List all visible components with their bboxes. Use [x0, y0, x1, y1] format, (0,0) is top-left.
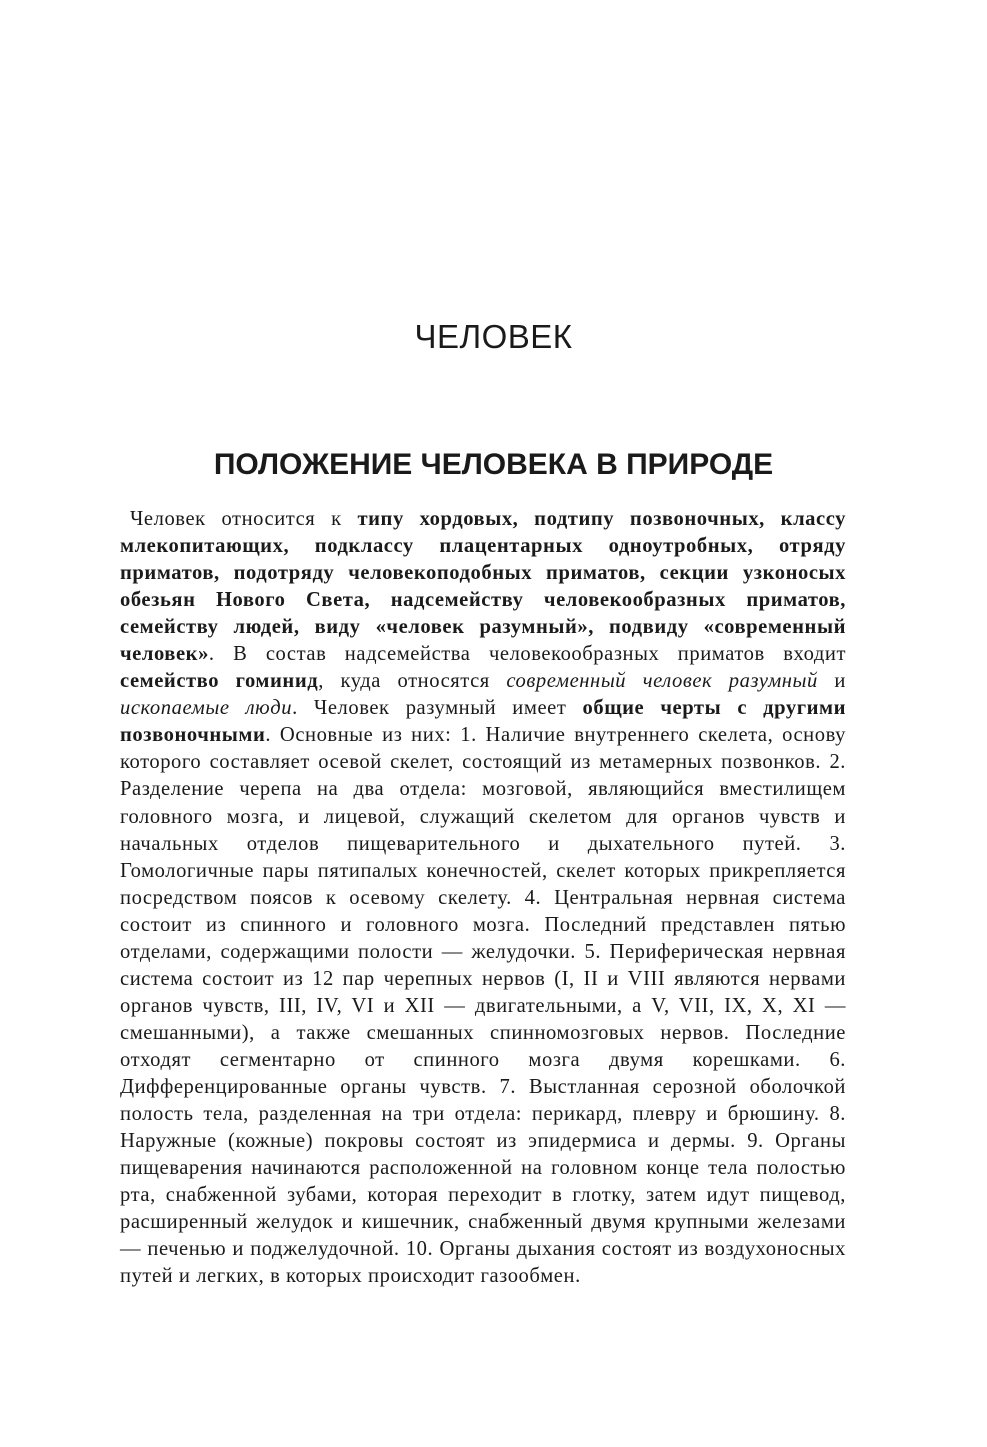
text-run: . Человек разумный имеет: [292, 697, 583, 720]
bold-text-run: типу хордовых, подтипу позвоночных, классу млекопитающих, подклассу плацентарных одноутробных, отряду приматов, подотряду человекоподобных приматов, секции узконосых обезьян Нового Света, надсемейству человекообразных приматов, семейству людей, виду «человек разумный», подвиду «современный человек»: [120, 508, 846, 666]
italic-text-run: ископаемые люди: [120, 697, 293, 720]
text-run: . В состав надсемейства человекообразных приматов входит: [208, 643, 846, 666]
body-paragraph: [120, 506, 846, 1290]
text-run: и: [817, 670, 846, 693]
bold-text-run: семейство гоминид: [120, 670, 319, 693]
text-run: . Основные из них: 1. Наличие внутреннего скелета, основу которого составляет осевой скелет, состоящий из метамерных позвонков. 2. Разделение черепа на два отдела: мозговой, являющийся вместилищем головного мозга, и лицевой, служащий скелетом для органов чувств и начальных отделов пищеварительного и дыхательного путей. 3. Гомологичные пары пятипалых конечностей, скелет которых прикрепляется посредством поясов к осевому скелету. 4. Центральная нервная система состоит из спинного и головного мозга. Последний представлен пятью отделами, содержащими полости — желудочки. 5. Периферическая нервная система состоит из 12 пар черепных нервов (I, II и VIII являются нервами органов чувств, III, IV, VI и XII — двигательными, а V, VII, IX, X, XI — смешанными), а также смешанных спинномозговых нервов. Последние отходят сегментарно от спинного мозга двумя корешками. 6. Дифференцированные органы чувств. 7. Выстланная серозной оболочкой полость тела, разделенная на три отдела: перикард, плевру и брюшину. 8. Наружные (кожные) покровы состоят из эпидермиса и дермы. 9. Органы пищеварения начинаются расположенной на головном конце тела полостью рта, снабженной зубами, которая переходит в глотку, затем идут пищевод, расширенный желудок и кишечник, снабженный двумя крупными железами — печенью и поджелудочной. 10. Органы дыхания состоят из воздухоносных путей и легких, в которых происходит газообмен.: [120, 724, 846, 1288]
text-run: , куда относятся: [318, 670, 507, 693]
text-run: Человек относится к: [130, 508, 358, 530]
section-title: ПОЛОЖЕНИЕ ЧЕЛОВЕКА В ПРИРОДЕ: [213, 448, 774, 481]
bold-text-run: общие черты с другими позвоночными: [120, 697, 847, 747]
chapter-title: ЧЕЛОВЕК: [414, 318, 573, 355]
italic-text-run: современный человек разумный: [506, 670, 818, 693]
